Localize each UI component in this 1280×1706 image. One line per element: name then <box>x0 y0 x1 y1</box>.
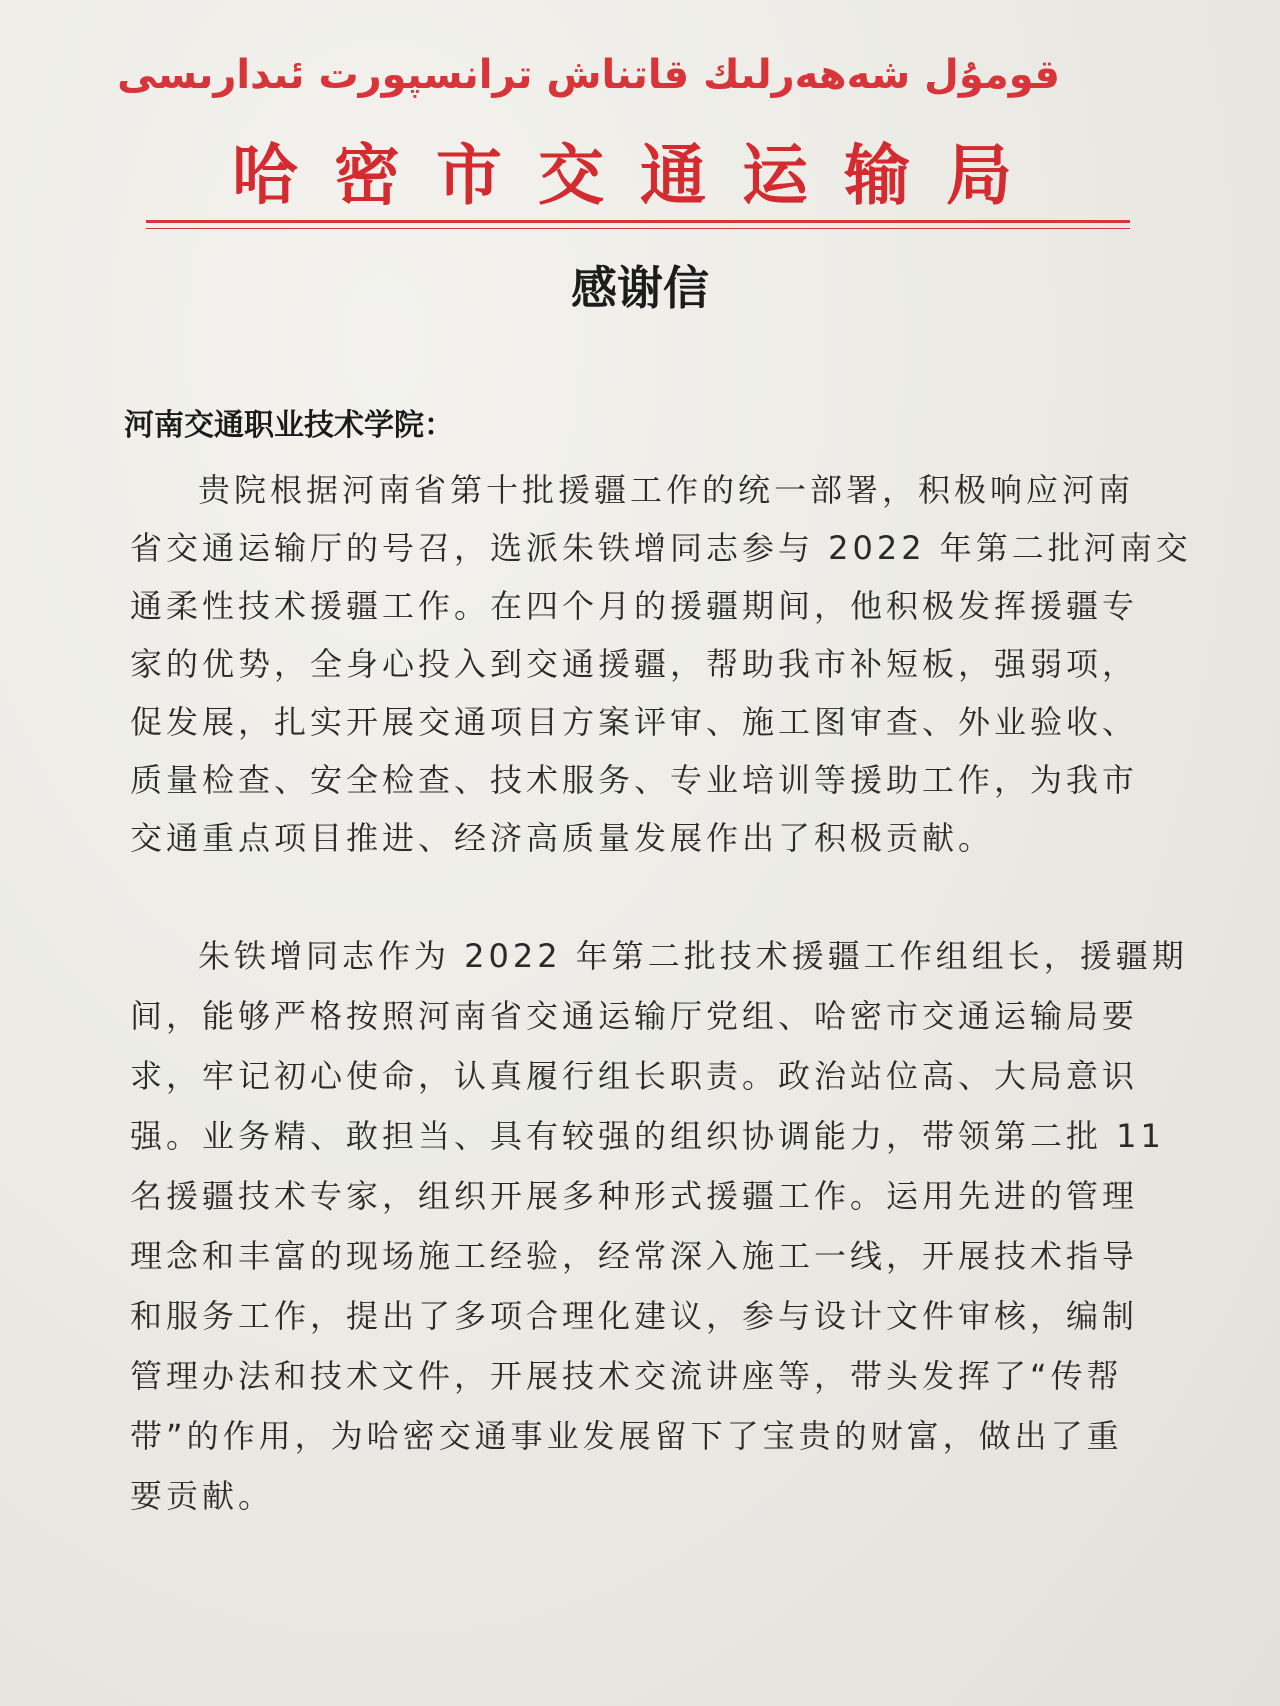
body-line: 省交通运输厅的号召，选派朱铁增同志参与 2022 年第二批河南交 <box>130 529 1192 567</box>
document-title: 感谢信 <box>571 261 709 315</box>
body-line: 贵院根据河南省第十批援疆工作的统一部署，积极响应河南 <box>198 471 1135 509</box>
body-line: 家的优势，全身心投入到交通援疆，帮助我市补短板，强弱项， <box>130 645 1139 683</box>
body-line: 带”的作用，为哈密交通事业发展留下了宝贵的财富，做出了重 <box>130 1417 1123 1455</box>
body-line: 名援疆技术专家，组织开展多种形式援疆工作。运用先进的管理 <box>130 1177 1139 1215</box>
salutation: 河南交通职业技术学院： <box>124 408 454 443</box>
letterhead-rule-thick <box>146 220 1130 223</box>
body-line: 朱铁增同志作为 2022 年第二批技术援疆工作组组长，援疆期 <box>198 937 1188 975</box>
body-line: 和服务工作，提出了多项合理化建议，参与设计文件审核，编制 <box>130 1297 1139 1335</box>
body-line: 通柔性技术援疆工作。在四个月的援疆期间，他积极发挥援疆专 <box>130 587 1139 625</box>
body-line: 间，能够严格按照河南省交通运输厅党组、哈密市交通运输局要 <box>130 997 1139 1035</box>
letterhead-chinese-name: 哈密市交通运输局 <box>232 136 1048 214</box>
body-line: 质量检查、安全检查、技术服务、专业培训等援助工作，为我市 <box>130 761 1139 799</box>
letterhead-uyghur-name: قومۇل شەھەرلىك قاتناش ترانسپورت ئىدارىسى <box>117 52 1060 98</box>
body-line: 管理办法和技术文件，开展技术交流讲座等，带头发挥了“传帮 <box>130 1357 1123 1395</box>
body-line: 求，牢记初心使命，认真履行组长职责。政治站位高、大局意识 <box>130 1057 1139 1095</box>
body-line: 理念和丰富的现场施工经验，经常深入施工一线，开展技术指导 <box>130 1237 1139 1275</box>
body-line: 要贡献。 <box>130 1477 275 1515</box>
body-line: 交通重点项目推进、经济高质量发展作出了积极贡献。 <box>130 819 995 857</box>
body-line: 强。业务精、敢担当、具有较强的组织协调能力，带领第二批 11 <box>130 1117 1165 1155</box>
body-line: 促发展，扎实开展交通项目方案评审、施工图审查、外业验收、 <box>130 703 1139 741</box>
letterhead-rule-thin <box>146 228 1130 229</box>
